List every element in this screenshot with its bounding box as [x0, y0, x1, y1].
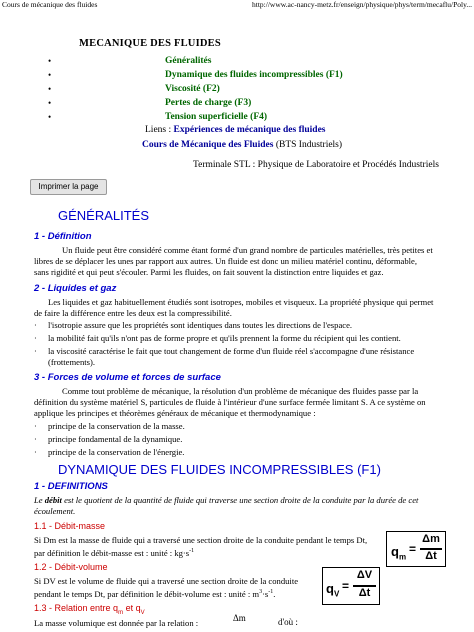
page-title: MECANIQUE DES FLUIDES — [79, 38, 221, 49]
page-header — [0, 0, 474, 10]
header-url: http://www.ac-nancy-metz.fr/enseign/physique/phys/term/mecaflu/Poly... — [251, 0, 472, 9]
print-button[interactable]: Imprimer la page — [30, 179, 107, 195]
toc-item — [0, 98, 474, 112]
link-experiences[interactable]: Expériences de mécanique des fluides — [173, 125, 326, 135]
formula-qm — [386, 531, 446, 567]
bullet-icon: • — [48, 98, 52, 108]
liquides-line-2: de faire la différence entre les deux est la compressibilité. — [34, 308, 232, 318]
header-title: Cours de mécanique des fluides — [2, 0, 98, 9]
relation-sub-m: m — [118, 609, 124, 616]
definition-line-1: Un fluide peut être considéré comme étant formé d'un grand nombre de particules matérielles, très petites et — [62, 245, 433, 255]
cours-line — [142, 140, 342, 150]
list-item-continuation: (frottements). — [48, 357, 96, 367]
debit-intro-line-2: écoulement. — [34, 506, 76, 516]
toc-item — [0, 84, 474, 98]
toc-link-generalites[interactable]: Généralités — [165, 56, 212, 66]
formula-qv-denominator: Δt — [358, 587, 371, 599]
forces-line-3: applique les principes et théorèmes généraux de mécanique et thermodynamique : — [34, 408, 316, 418]
forces-line-1: Comme tout problème de mécanique, la résolution d'un problème de mécanique des fluides passe par la — [62, 386, 419, 396]
formula-qm-equals: = — [409, 542, 417, 556]
debit-intro-line-1 — [34, 495, 446, 506]
debit-volume-text: pendant le temps Dt, par définition le débit-volume est : unité : m — [34, 588, 260, 599]
relation-fraction-numerator: Δm — [233, 613, 246, 623]
formula-qv-symbol: $q_V$ — [326, 581, 340, 599]
definition-line-3: sans rigidité et qui peut s'écouler. Parmi les fluides, on fait souvent la distinction entre liquides et gaz. — [34, 267, 384, 277]
section-heading-generalites: GÉNÉRALITÉS — [58, 208, 150, 223]
debit-keyword: débit — [44, 495, 62, 505]
formula-qv — [322, 567, 380, 605]
link-cours[interactable]: Cours de Mécanique des Fluides — [142, 140, 274, 150]
debit-masse-line-1: Si Dm est la masse de fluide qui a traversé une section droite de la conduite pendant le temps Dt, — [34, 535, 368, 545]
bullet-icon: • — [48, 84, 52, 94]
formula-qv-equals: = — [342, 579, 350, 593]
toc-link-viscosite[interactable]: Viscosité (F2) — [165, 84, 220, 94]
formula-qm-symbol: $q_m$ — [391, 544, 407, 562]
debit-masse-exponent: -1 — [189, 548, 195, 554]
subheading-debit-volume: 1.2 - Débit-volume — [34, 562, 108, 572]
relation-line-1: La masse volumique est donnée par la relation : — [34, 618, 199, 628]
terminale-line: Terminale STL : Physique de Laboratoire et Procédés Industriels — [193, 160, 439, 170]
debit-volume-text-c: . — [273, 588, 276, 599]
forces-line-2: définition du système matériel S, particules de fluide à l'intérieur d'une surface fermée limitant S. A ce système on — [34, 397, 426, 407]
debit-intro-a: Le — [34, 495, 45, 505]
debit-volume-line-2 — [34, 587, 324, 599]
formula-qm-denominator: Δt — [425, 550, 437, 562]
toc-item — [0, 112, 474, 126]
links-prefix: Liens : — [145, 125, 174, 135]
relation-sub-v: V — [140, 609, 145, 616]
relation-title: 1.3 - Relation entre q — [34, 603, 119, 613]
list-item-text: principe de la conservation de l'énergie. — [48, 447, 185, 457]
bullet-icon: • — [48, 56, 52, 66]
debit-volume-exp2: -1 — [268, 589, 274, 595]
subheading-debit-masse: 1.1 - Débit-masse — [34, 521, 106, 531]
debit-masse-line-2 — [34, 546, 394, 558]
subheading-definition: 1 - Définition — [34, 231, 92, 242]
subheading-liquides-gaz: 2 - Liquides et gaz — [34, 283, 117, 294]
section-heading-dynamique: DYNAMIQUE DES FLUIDES INCOMPRESSIBLES (F1) — [58, 462, 381, 477]
list-item-text: la viscosité caractérise le fait que tout changement de forme d'un fluide réel s'accompagne d'une résistance — [48, 346, 415, 356]
formula-qm-numerator: Δm — [422, 533, 440, 545]
debit-masse-text: par définition le débit-masse est : unité : kg·s — [34, 547, 190, 558]
subheading-definitions: 1 - DEFINITIONS — [34, 481, 108, 492]
subheading-forces: 3 - Forces de volume et forces de surface — [34, 372, 221, 383]
links-line — [145, 125, 326, 135]
definition-line-2: libres de se déplacer les unes par rapport aux autres. Un fluide est donc un milieu matériel continu, déformable, — [34, 256, 418, 266]
list-item-text: principe fondamental de la dynamique. — [48, 434, 183, 444]
relation-mid: et q — [123, 603, 141, 613]
debit-volume-line-1: Si DV est le volume de fluide qui a traversé une section droite de la conduite — [34, 576, 299, 586]
subheading-relation — [34, 603, 145, 616]
cours-suffix: (BTS Industriels) — [273, 140, 343, 150]
list-item-text: principe de la conservation de la masse. — [48, 421, 185, 431]
toc-item — [0, 56, 474, 70]
toc-link-pertes[interactable]: Pertes de charge (F3) — [165, 98, 252, 108]
relation-dou: d'où : — [278, 617, 298, 627]
debit-intro-c: est le quotient de la quantité de fluide qui traverse une section droite de la conduite par la durée de cet — [61, 495, 419, 505]
bullet-icon: • — [48, 70, 52, 80]
debit-volume-text-b: ·s — [262, 588, 269, 599]
liquides-line-1: Les liquides et gaz habituellement étudiés sont isotropes, mobiles et visqueux. La propriété physique qui permet — [48, 297, 434, 307]
list-item-text: la mobilité fait qu'ils n'ont pas de forme propre et qu'ils prennent la forme du récipient qui les contient. — [48, 333, 401, 343]
toc-item — [0, 70, 474, 84]
toc-link-dynamique[interactable]: Dynamique des fluides incompressibles (F1) — [165, 70, 343, 80]
bullet-icon: • — [48, 112, 52, 122]
list-item-text: l'isotropie assure que les propriétés sont identiques dans toutes les directions de l'espace. — [48, 320, 353, 330]
toc-link-tension[interactable]: Tension superficielle (F4) — [165, 112, 268, 122]
debit-volume-exp: 3 — [259, 589, 263, 595]
formula-qv-numerator: ΔV — [356, 569, 373, 581]
